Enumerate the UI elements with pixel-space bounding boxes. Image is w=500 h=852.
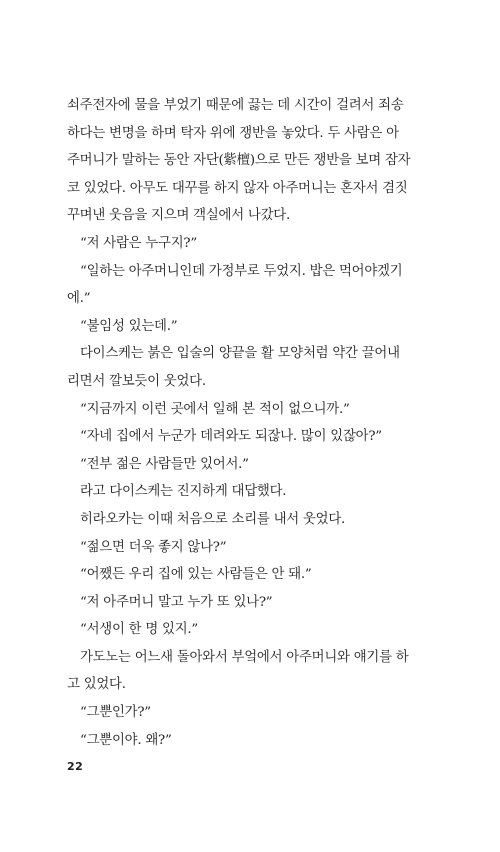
text-line: “전부 젊은 사람들만 있어서.” — [80, 456, 249, 472]
text-line: “자네 집에서 누군가 데려와도 되잖나. 많이 있잖아?” — [80, 429, 382, 445]
text-line: 다이스케는 붉은 입술의 양끝을 활 모양처럼 약간 끌어내 — [80, 346, 400, 362]
paragraph-continuation — [67, 285, 435, 313]
text-line: “어쨌든 우리 집에 있는 사람들은 안 돼.” — [80, 567, 312, 583]
paragraph — [67, 699, 435, 727]
paragraph — [67, 313, 435, 341]
text-line: 꾸며낸 웃음을 지으며 객실에서 나갔다. — [67, 208, 290, 224]
text-line: 주머니가 말하는 동안 자단(紫檀)으로 만든 쟁반을 보며 잠자 — [67, 153, 411, 169]
paragraph — [67, 534, 435, 562]
text-line: “일하는 아주머니인데 가정부로 두었지. 밥은 먹어야겠기 — [80, 263, 403, 279]
paragraph — [67, 478, 435, 506]
text-line: 히라오카는 이때 처음으로 소리를 내서 웃었다. — [80, 511, 346, 527]
text-line: 고 있었다. — [67, 677, 126, 693]
text-line: 라고 다이스케는 진지하게 대답했다. — [80, 484, 287, 500]
paragraph — [67, 727, 435, 755]
text-line: “지금까지 이런 곳에서 일해 본 적이 없으니까.” — [80, 401, 350, 417]
paragraph — [67, 396, 435, 424]
paragraph — [67, 644, 435, 672]
paragraph — [67, 616, 435, 644]
paragraph — [67, 92, 435, 230]
text-line: “불임성 있는데.” — [80, 318, 178, 334]
text-line: 하다는 변명을 하며 탁자 위에 쟁반을 놓았다. 두 사람은 아 — [67, 125, 399, 141]
text-line: “서생이 한 명 있지.” — [80, 622, 199, 638]
paragraph — [67, 230, 435, 258]
body-text — [67, 92, 435, 754]
text-line: “저 사람은 누구지?” — [80, 235, 197, 251]
text-line: “그뿐이야. 왜?” — [80, 732, 172, 748]
paragraph — [67, 423, 435, 451]
text-line: “저 아주머니 말고 누가 또 있나?” — [80, 594, 273, 610]
paragraph — [67, 506, 435, 534]
text-line: 쇠주전자에 물을 부었기 때문에 끓는 데 시간이 걸려서 죄송 — [67, 98, 404, 113]
paragraph-continuation — [67, 368, 435, 396]
paragraph-continuation — [67, 671, 435, 699]
page-number: 22 — [67, 760, 84, 773]
text-line: “그뿐인가?” — [80, 705, 151, 721]
text-line: “젊으면 더욱 좋지 않나?” — [80, 539, 227, 555]
text-line: 코 있었다. 아무도 대꾸를 하지 않자 아주머니는 혼자서 겸짓 — [67, 180, 408, 196]
paragraph — [67, 561, 435, 589]
paragraph — [67, 451, 435, 479]
paragraph — [67, 258, 435, 286]
text-line: 에.” — [67, 291, 91, 307]
paragraph — [67, 340, 435, 368]
text-line: 리면서 깔보듯이 웃었다. — [67, 373, 206, 389]
text-line: 가도노는 어느새 돌아와서 부엌에서 아주머니와 얘기를 하 — [80, 649, 409, 665]
paragraph — [67, 589, 435, 617]
